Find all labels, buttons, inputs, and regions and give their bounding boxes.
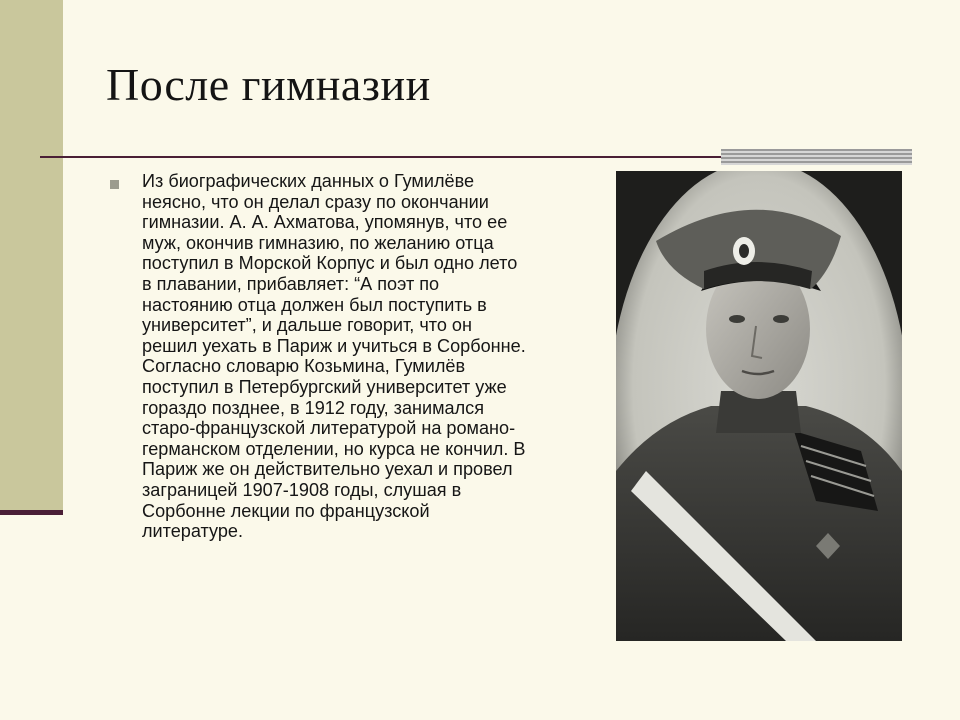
body-line: старо-французской литературой на романо- xyxy=(142,418,516,439)
portrait-photo xyxy=(616,171,902,641)
body-line: поступил в Петербургский университет уже xyxy=(142,376,507,397)
left-accent-bar xyxy=(0,0,63,512)
body-line: в плавании, прибавляет: “А поэт по xyxy=(142,273,440,294)
divider-accent-block xyxy=(721,149,912,165)
body-paragraph xyxy=(142,171,604,542)
body-line: Согласно словарю Козьмина, Гумилёв xyxy=(142,356,466,377)
body-line: Сорбонне лекции по французской xyxy=(142,500,430,521)
body-line: решил уехать в Париж и учиться в Сорбонне. xyxy=(142,335,526,356)
slide-title: После гимназии xyxy=(106,59,431,110)
body-line: Из биографических данных о Гумилёве xyxy=(142,171,475,191)
body-line: литературе. xyxy=(142,521,244,542)
body-line: гимназии. А. А. Ахматова, упомянув, что ее xyxy=(142,212,508,233)
body-line: гораздо позднее, в 1912 году, занимался xyxy=(142,397,485,418)
body-line: муж, окончив гимназию, по желанию отца xyxy=(142,232,494,253)
portrait-illustration xyxy=(616,171,902,641)
body-line: поступил в Морской Корпус и был одно лето xyxy=(142,253,518,274)
body-line: заграницей 1907-1908 годы, слушая в xyxy=(142,479,462,500)
body-line: настоянию отца должен был поступить в xyxy=(142,294,487,315)
square-bullet-icon xyxy=(110,180,119,189)
body-line: университет”, и дальше говорит, что он xyxy=(142,315,472,336)
body-line: неясно, что он делал сразу по окончании xyxy=(142,191,489,212)
body-line: Париж же он действительно уехал и провел xyxy=(142,459,513,480)
body-line: германском отделении, но курса не кончил. В xyxy=(142,438,526,459)
left-accent-underline xyxy=(0,510,63,515)
